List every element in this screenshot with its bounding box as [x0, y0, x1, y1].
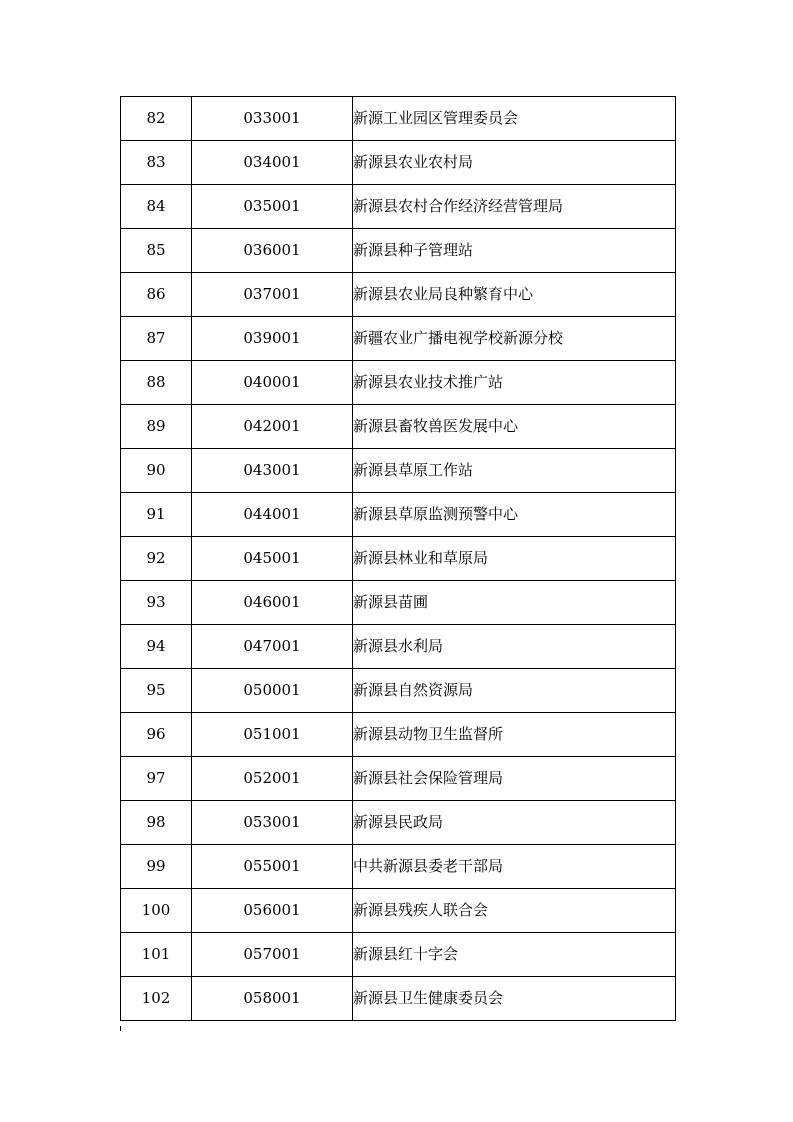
- table-row: [121, 449, 676, 493]
- agency-code: 055001: [192, 845, 353, 889]
- agency-name: 新源县林业和草原局: [353, 537, 676, 581]
- table-row: [121, 625, 676, 669]
- agency-code: 044001: [192, 493, 353, 537]
- table-row: [121, 581, 676, 625]
- table-row: [121, 361, 676, 405]
- agency-code: 037001: [192, 273, 353, 317]
- agency-name: 新源县水利局: [353, 625, 676, 669]
- row-number: 87: [121, 317, 192, 361]
- agency-name: 新源县农业农村局: [353, 141, 676, 185]
- row-number: 101: [121, 933, 192, 977]
- table-row: [121, 273, 676, 317]
- agency-name: 新源县畜牧兽医发展中心: [353, 405, 676, 449]
- row-number: 85: [121, 229, 192, 273]
- row-number: 91: [121, 493, 192, 537]
- agency-name: 新源县自然资源局: [353, 669, 676, 713]
- row-number: 86: [121, 273, 192, 317]
- row-number: 83: [121, 141, 192, 185]
- agency-code: 052001: [192, 757, 353, 801]
- agency-code: 034001: [192, 141, 353, 185]
- agency-name: 新源县民政局: [353, 801, 676, 845]
- agency-name: 新源县动物卫生监督所: [353, 713, 676, 757]
- row-number: 99: [121, 845, 192, 889]
- table-row: [121, 889, 676, 933]
- agency-code: 045001: [192, 537, 353, 581]
- table-row: [121, 229, 676, 273]
- agency-name: 新源县红十字会: [353, 933, 676, 977]
- table-row: [121, 669, 676, 713]
- agency-name: 新源县农业局良种繁育中心: [353, 273, 676, 317]
- row-number: 94: [121, 625, 192, 669]
- table-row: [121, 537, 676, 581]
- row-number: 84: [121, 185, 192, 229]
- agency-name: 新源县社会保险管理局: [353, 757, 676, 801]
- agency-name: 新源县苗圃: [353, 581, 676, 625]
- row-number: 82: [121, 97, 192, 141]
- table-row: [121, 185, 676, 229]
- agency-name: 新源县残疾人联合会: [353, 889, 676, 933]
- row-number: 93: [121, 581, 192, 625]
- row-number: 88: [121, 361, 192, 405]
- table-row: [121, 493, 676, 537]
- table-row: [121, 141, 676, 185]
- table-row: [121, 977, 676, 1021]
- table-row: [121, 801, 676, 845]
- table-row: [121, 713, 676, 757]
- row-number: 98: [121, 801, 192, 845]
- agency-code: 053001: [192, 801, 353, 845]
- agency-code-table: [120, 96, 676, 1021]
- agency-name: 新源县种子管理站: [353, 229, 676, 273]
- table-continuation-line: [120, 1026, 121, 1031]
- agency-code: 035001: [192, 185, 353, 229]
- agency-name: 新疆农业广播电视学校新源分校: [353, 317, 676, 361]
- agency-code: 043001: [192, 449, 353, 493]
- agency-code: 046001: [192, 581, 353, 625]
- agency-code: 042001: [192, 405, 353, 449]
- row-number: 96: [121, 713, 192, 757]
- agency-code: 051001: [192, 713, 353, 757]
- agency-code: 056001: [192, 889, 353, 933]
- agency-name: 新源县农业技术推广站: [353, 361, 676, 405]
- agency-code: 047001: [192, 625, 353, 669]
- table-row: [121, 845, 676, 889]
- table-row: [121, 405, 676, 449]
- agency-name: 新源县农村合作经济经营管理局: [353, 185, 676, 229]
- agency-code: 039001: [192, 317, 353, 361]
- agency-code: 033001: [192, 97, 353, 141]
- agency-code: 036001: [192, 229, 353, 273]
- agency-code: 058001: [192, 977, 353, 1021]
- row-number: 95: [121, 669, 192, 713]
- row-number: 97: [121, 757, 192, 801]
- agency-name: 新源工业园区管理委员会: [353, 97, 676, 141]
- agency-code: 050001: [192, 669, 353, 713]
- table-row: [121, 97, 676, 141]
- table-row: [121, 317, 676, 361]
- row-number: 90: [121, 449, 192, 493]
- table-row: [121, 933, 676, 977]
- row-number: 100: [121, 889, 192, 933]
- row-number: 89: [121, 405, 192, 449]
- row-number: 102: [121, 977, 192, 1021]
- agency-name: 新源县卫生健康委员会: [353, 977, 676, 1021]
- agency-code: 040001: [192, 361, 353, 405]
- agency-name: 中共新源县委老干部局: [353, 845, 676, 889]
- row-number: 92: [121, 537, 192, 581]
- table-row: [121, 757, 676, 801]
- agency-name: 新源县草原工作站: [353, 449, 676, 493]
- agency-code: 057001: [192, 933, 353, 977]
- agency-name: 新源县草原监测预警中心: [353, 493, 676, 537]
